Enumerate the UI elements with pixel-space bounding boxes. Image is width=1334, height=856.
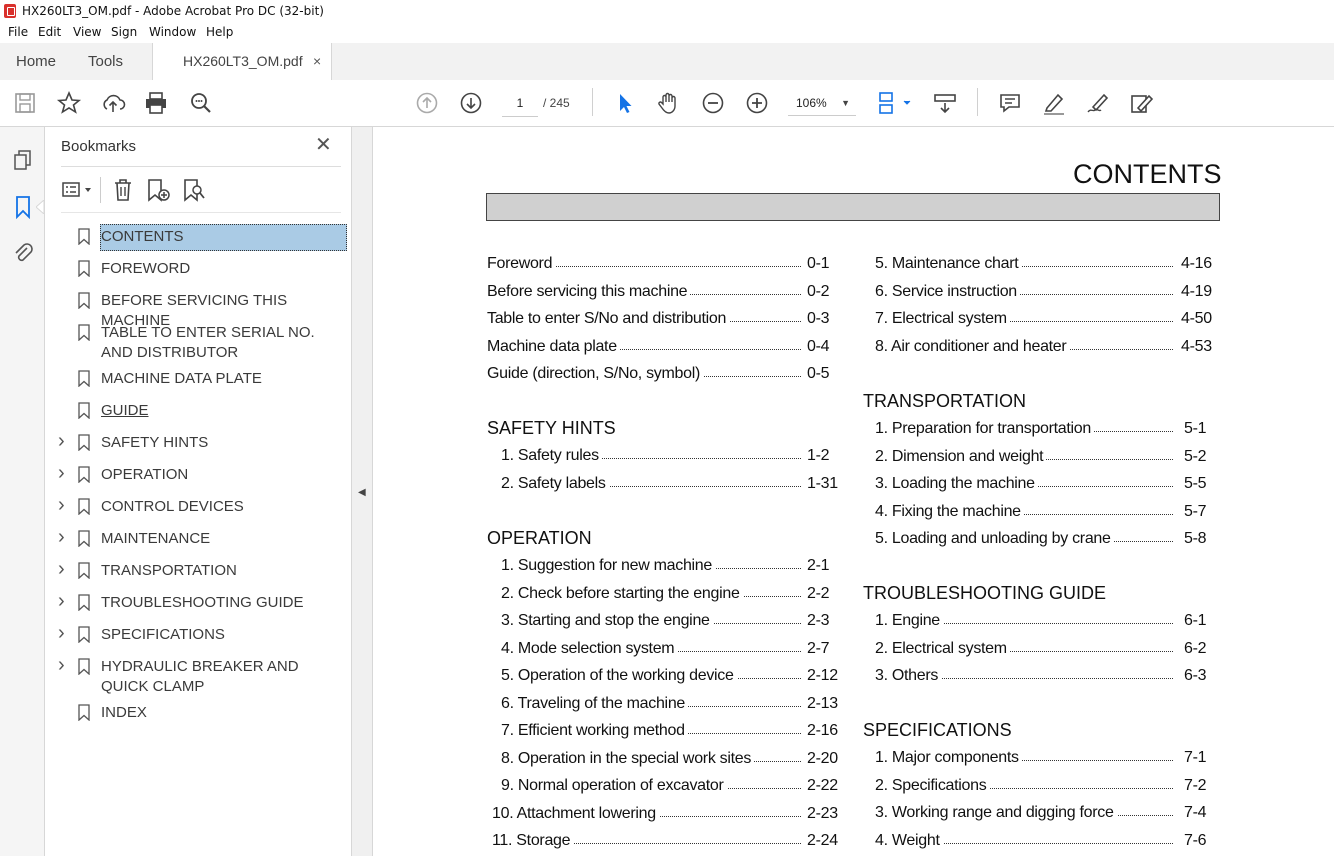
toc-page-number: 5-1 (1184, 420, 1207, 437)
title-bar (0, 0, 1334, 22)
toc-page-number: 2-22 (807, 777, 838, 794)
collapse-arrow-icon[interactable]: ◀ (358, 487, 366, 498)
toc-entry-text: 5. Operation of the working device (501, 667, 737, 685)
toolbar (0, 80, 1334, 127)
bookmark-label: OPERATION (101, 466, 189, 483)
toc-entry-text: Foreword (487, 255, 555, 273)
title-rule-bar (486, 193, 1220, 221)
toc-page-number: 0-4 (807, 337, 830, 355)
toc-entry-text: 5. Loading and unloading by crane (875, 530, 1114, 548)
chevron-right-icon[interactable]: › (58, 462, 65, 484)
bookmark-label: CONTROL DEVICES (101, 498, 244, 515)
toc-page-number: 6-3 (1184, 667, 1207, 684)
bookmark-label: SPECIFICATIONS (101, 626, 225, 643)
toc-page-number: 5-7 (1184, 502, 1207, 520)
document-view[interactable] (373, 127, 1334, 856)
toc-entry-text: 2. Safety labels (501, 475, 609, 493)
navigation-rail (0, 127, 45, 856)
toc-entry-text: 3. Working range and digging force (875, 804, 1117, 822)
print-icon[interactable] (143, 90, 169, 116)
toc-entry-text: 2. Dimension and weight (875, 448, 1046, 466)
toc-page-number: 5-2 (1184, 447, 1207, 465)
bookmark-icon (78, 228, 90, 245)
toc-entry-text: 2. Specifications (875, 777, 989, 795)
page-thumbnails-icon[interactable] (12, 149, 34, 171)
bookmark-label: TRANSPORTATION (101, 562, 237, 579)
bookmark-icon (78, 594, 90, 611)
find-bookmark-icon[interactable] (181, 177, 207, 203)
toc-page-number: 2-23 (807, 804, 838, 822)
window-title: HX260LT3_OM.pdf - Adobe Acrobat Pro DC (32-bit) (22, 4, 324, 18)
bookmark-icon (78, 530, 90, 547)
tab-bar (0, 43, 1334, 81)
toc-entry-text: 4. Mode selection system (501, 640, 677, 658)
toolbar-divider (592, 88, 593, 116)
toc-entry-text: 3. Loading the machine (875, 475, 1038, 493)
bookmarks-title: Bookmarks (61, 138, 137, 155)
chevron-right-icon[interactable]: › (58, 622, 65, 644)
toc-page-number: 2-2 (807, 584, 830, 602)
tab-tools[interactable]: Tools (88, 53, 124, 70)
bookmark-icon (78, 466, 90, 483)
bookmark-icon (78, 626, 90, 643)
bookmark-icon (78, 562, 90, 579)
comment-icon[interactable] (997, 90, 1023, 116)
toc-entry-text: 1. Preparation for transportation (875, 420, 1094, 438)
divider (61, 212, 341, 213)
chevron-right-icon[interactable]: › (58, 558, 65, 580)
bookmark-icon (78, 292, 90, 309)
bookmark-icon (78, 434, 90, 451)
toc-entry-text: 10. Attachment lowering (492, 805, 659, 823)
zoom-in-icon[interactable] (744, 90, 770, 116)
page-view-icon[interactable] (877, 90, 913, 116)
toc-page-number: 1-31 (807, 474, 838, 492)
previous-page-icon[interactable] (414, 90, 440, 116)
highlight-pen-icon[interactable] (1041, 90, 1067, 116)
chevron-right-icon[interactable]: › (58, 494, 65, 516)
toc-entry-text: 2. Check before starting the engine (501, 585, 743, 603)
toc-entry-text: Table to enter S/No and distribution (487, 310, 729, 328)
toc-entry-text: Machine data plate (487, 338, 620, 356)
toc-entry-text: 11. Storage (492, 832, 573, 850)
toc-page-number: 0-3 (807, 310, 830, 327)
bookmark-icon (78, 260, 90, 277)
toc-page-number: 1-2 (807, 447, 830, 464)
toc-page-number: 2-20 (807, 749, 838, 767)
toc-page-number: 7-6 (1184, 831, 1207, 849)
toc-section-heading: OPERATION (487, 528, 592, 548)
chevron-right-icon[interactable]: › (58, 590, 65, 612)
menu-edit[interactable]: Edit (38, 25, 62, 39)
toc-page-number: 4-53 (1181, 337, 1212, 355)
menu-file[interactable]: File (8, 25, 29, 39)
bookmark-label: TABLE TO ENTER SERIAL NO. AND DISTRIBUTOR (101, 324, 315, 361)
bookmark-icon (78, 370, 90, 387)
menu-sign[interactable]: Sign (111, 25, 138, 39)
bookmark-star-icon[interactable] (56, 90, 82, 116)
close-icon[interactable]: ✕ (315, 134, 332, 156)
tab-document-label: HX260LT3_OM.pdf (183, 53, 303, 69)
toc-entry-text: 8. Air conditioner and heater (875, 338, 1069, 356)
bookmark-icon (78, 704, 90, 721)
page-number-input[interactable]: 1 (502, 90, 538, 117)
menu-window[interactable]: Window (149, 25, 197, 39)
toc-entry-text: 2. Electrical system (875, 640, 1010, 658)
toc-entry-text: 1. Major components (875, 749, 1022, 767)
chevron-right-icon[interactable]: › (58, 654, 65, 676)
chevron-right-icon[interactable]: › (58, 430, 65, 452)
bookmark-icon (78, 324, 90, 341)
menu-help[interactable]: Help (206, 25, 234, 39)
page-title: CONTENTS (1073, 159, 1222, 189)
toolbar-divider (977, 88, 978, 116)
toc-page-number: 4-16 (1181, 255, 1212, 272)
toc-entry-text: Before servicing this machine (487, 283, 690, 301)
toc-page-number: 7-4 (1184, 804, 1207, 821)
chevron-right-icon[interactable]: › (58, 526, 65, 548)
toc-page-number: 2-16 (807, 722, 838, 739)
bookmark-label: BEFORE SERVICING THIS MACHINE (101, 292, 288, 329)
toc-page-number: 0-2 (807, 282, 830, 300)
toc-page-number: 4-50 (1181, 310, 1212, 327)
sign-icon[interactable] (1085, 90, 1111, 116)
toc-page-number: 0-1 (807, 255, 830, 272)
toc-page-number: 6-2 (1184, 639, 1207, 657)
toc-entry-text: 8. Operation in the special work sites (501, 750, 754, 768)
panel-splitter[interactable] (352, 127, 373, 856)
delete-trash-icon[interactable] (111, 177, 135, 203)
select-cursor-icon[interactable] (612, 90, 638, 116)
toc-page-number: 6-1 (1184, 612, 1207, 629)
menu-bar (0, 22, 1334, 43)
hand-tool-icon[interactable] (656, 90, 682, 116)
toc-page-number: 0-5 (807, 365, 830, 382)
zoom-search-icon[interactable] (188, 90, 214, 116)
attachments-paperclip-icon[interactable] (12, 241, 34, 265)
bookmark-label: MAINTENANCE (101, 530, 211, 547)
tab-home[interactable]: Home (16, 53, 57, 70)
scroll-mode-icon[interactable] (932, 90, 958, 116)
toc-page-number: 2-1 (807, 557, 830, 574)
toc-page-number: 2-12 (807, 667, 838, 684)
bookmark-label: TROUBLESHOOTING GUIDE (101, 594, 304, 611)
bookmarks-panel (45, 127, 352, 856)
divider (61, 166, 341, 167)
bookmark-icon (78, 658, 90, 675)
toc-section-heading: SPECIFICATIONS (863, 720, 1012, 740)
toc-entry-text: 5. Maintenance chart (875, 255, 1021, 273)
save-icon[interactable] (12, 90, 38, 116)
toc-entry-text: 4. Fixing the machine (875, 503, 1024, 521)
toc-page-number: 5-8 (1184, 530, 1207, 547)
fill-sign-icon[interactable] (1128, 90, 1154, 116)
bookmark-icon (78, 498, 90, 515)
menu-view[interactable]: View (73, 25, 102, 39)
bookmark-label: SAFETY HINTS (101, 434, 209, 451)
toc-entry-text: 1. Safety rules (501, 447, 602, 465)
chevron-down-icon: ▼ (841, 98, 850, 108)
tab-close-icon[interactable]: × (313, 53, 322, 69)
active-pointer-icon (36, 200, 44, 214)
zoom-level-value: 106% (796, 96, 827, 110)
toc-entry-text: 4. Weight (875, 832, 943, 850)
tab-document[interactable] (152, 43, 332, 81)
toc-page-number: 7-1 (1184, 749, 1207, 766)
bookmarks-panel-icon[interactable] (12, 195, 34, 219)
toc-section-heading: SAFETY HINTS (487, 418, 616, 438)
acrobat-app-icon (4, 4, 16, 18)
toc-entry-text: 1. Engine (875, 612, 943, 630)
next-page-icon[interactable] (458, 90, 484, 116)
zoom-out-icon[interactable] (700, 90, 726, 116)
bookmark-label: HYDRAULIC BREAKER AND QUICK CLAMP (101, 658, 299, 695)
toc-page-number: 5-5 (1184, 475, 1207, 492)
toc-entry-text: 6. Service instruction (875, 283, 1020, 301)
toc-entry-text: 6. Traveling of the machine (501, 695, 688, 713)
bookmark-label: FOREWORD (101, 260, 191, 277)
bookmark-label: INDEX (101, 704, 147, 721)
toc-entry-text: 3. Others (875, 667, 941, 685)
toc-entry-text: 3. Starting and stop the engine (501, 612, 713, 630)
toc-page-number: 2-7 (807, 639, 830, 657)
bookmark-label: GUIDE (101, 402, 149, 419)
toc-entry-text: Guide (direction, S/No, symbol) (487, 365, 703, 383)
toc-section-heading: TROUBLESHOOTING GUIDE (863, 583, 1107, 603)
toc-section-heading: TRANSPORTATION (863, 391, 1027, 411)
zoom-level-select[interactable] (788, 90, 856, 116)
new-bookmark-icon[interactable] (145, 177, 171, 203)
toc-page-number: 2-24 (807, 832, 838, 849)
bookmark-icon (78, 402, 90, 419)
toc-page-number: 2-3 (807, 612, 830, 629)
bookmark-label: MACHINE DATA PLATE (101, 370, 262, 387)
bookmark-label: CONTENTS (100, 224, 347, 251)
toc-entry-text: 7. Efficient working method (501, 722, 688, 740)
toc-page-number: 4-19 (1181, 282, 1212, 300)
page-total: / 245 (543, 96, 570, 110)
toc-entry-text: 9. Normal operation of excavator (501, 777, 727, 795)
bookmark-options-icon[interactable] (61, 177, 95, 203)
toc-page-number: 7-2 (1184, 776, 1207, 794)
toc-entry-text: 1. Suggestion for new machine (501, 557, 715, 575)
divider (100, 177, 101, 203)
upload-cloud-icon[interactable] (100, 90, 126, 116)
toc-page-number: 2-13 (807, 694, 838, 712)
toc-entry-text: 7. Electrical system (875, 310, 1010, 328)
